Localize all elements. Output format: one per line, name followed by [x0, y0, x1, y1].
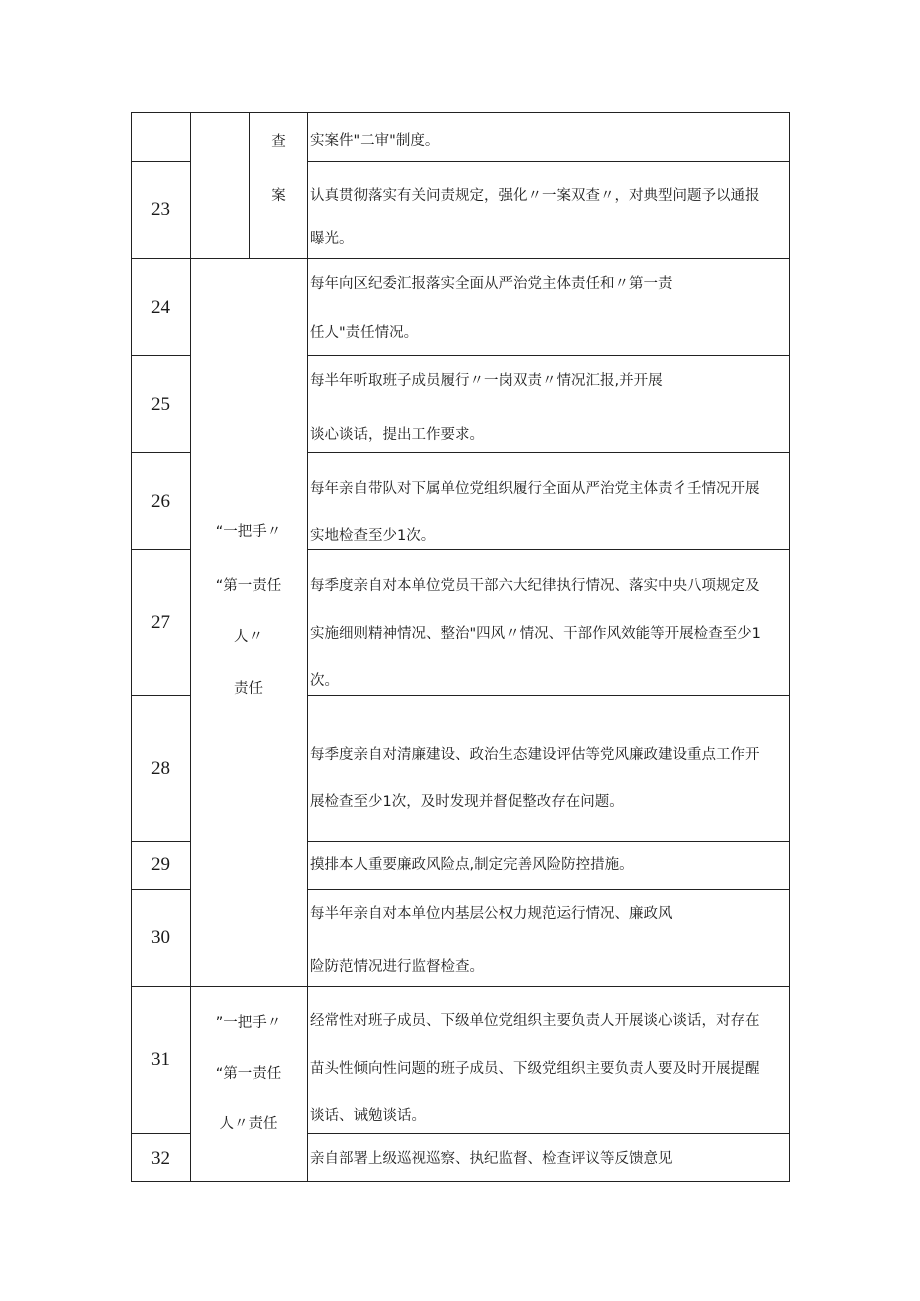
row-divider — [307, 841, 789, 842]
row-content-line: 实地检查至少1次。 — [310, 528, 436, 544]
row-divider — [307, 452, 789, 453]
row-divider — [307, 549, 789, 550]
row-divider — [307, 1133, 789, 1134]
row-number: 24 — [151, 297, 170, 318]
row-content-line: 任人"责任情况。 — [310, 325, 419, 341]
row-divider — [307, 695, 789, 696]
row-content-line: 每半年听取班子成员履行〃一岗双责〃情况汇报,并开展 — [310, 373, 663, 389]
row-number: 26 — [151, 491, 170, 512]
group1-label-line: “第一责任 — [215, 578, 282, 594]
row-divider — [131, 258, 790, 259]
table-border-right — [789, 112, 790, 1182]
row-content-line: 每半年亲自对本单位内基层公权力规范运行情况、廉政风 — [310, 906, 673, 922]
row-divider — [307, 355, 789, 356]
row-divider — [131, 355, 190, 356]
row-divider — [131, 986, 790, 987]
row-divider — [307, 889, 789, 890]
row-content-line: 苗头性倾向性问题的班子成员、下级党组织主要负责人要及时开展提醒 — [310, 1061, 760, 1077]
row-number: 29 — [151, 854, 170, 875]
row-content-line: 曝光。 — [310, 231, 354, 247]
row-content-line: 每季度亲自对清廉建设、政治生态建设评估等党风廉政建设重点工作开 — [310, 747, 760, 763]
table-border-bottom — [131, 1181, 790, 1182]
row-divider — [131, 1133, 190, 1134]
row-number: 31 — [151, 1049, 170, 1070]
row-content-line: 亲自部署上级巡视巡察、执纪监督、检查评议等反馈意见 — [310, 1151, 673, 1167]
row-number: 32 — [151, 1148, 170, 1169]
row-content-line: 实施细则精神情况、整治"四风〃情况、干部作风效能等开展检查至少1 — [310, 626, 761, 642]
table-border-left — [131, 112, 132, 1182]
row-content-line: 认真贯彻落实有关问责规定，强化〃一案双查〃，对典型问题予以通报 — [310, 188, 760, 204]
row-content-line: 险防范情况进行监督检查。 — [310, 959, 484, 975]
sub-category-an: 案 — [271, 188, 286, 204]
group2-label-line: “第一责任 — [215, 1066, 282, 1082]
row-number: 28 — [151, 758, 170, 779]
column-divider-3 — [307, 112, 308, 1182]
row-content-line: 实案件"二审"制度。 — [310, 133, 440, 149]
row-divider — [131, 695, 190, 696]
row-content-line: 每年向区纪委汇报落实全面从严治党主体责任和〃第一责 — [310, 276, 673, 292]
row-content-line: 展检查至少1次，及时发现并督促整改存在问题。 — [310, 794, 624, 810]
row-divider — [131, 452, 190, 453]
row-content-line: 摸排本人重要廉政风险点,制定完善风险防控措施。 — [310, 857, 634, 873]
group1-label-line: “一把手〃 — [215, 524, 282, 540]
row-number: 23 — [151, 199, 170, 220]
row-content-line: 谈话、诫勉谈话。 — [310, 1108, 426, 1124]
row-divider — [131, 889, 190, 890]
group2-label-line: ”一把手〃 — [215, 1015, 282, 1031]
group2-label-line: 人〃责任 — [219, 1116, 278, 1132]
row-divider — [131, 549, 190, 550]
row-number: 30 — [151, 927, 170, 948]
row-divider — [307, 161, 789, 162]
row-content-line: 谈心谈话，提出工作要求。 — [310, 427, 484, 443]
table-border-top — [131, 112, 790, 113]
row-number: 25 — [151, 394, 170, 415]
row-divider — [131, 161, 190, 162]
group1-label-line: 人〃 — [234, 629, 263, 645]
group1-label-line: 责任 — [234, 681, 263, 697]
row-content-line: 每年亲自带队对下属单位党组织履行全面从严治党主体责彳壬情况开展 — [310, 481, 760, 497]
sub-category-cha: 查 — [271, 134, 286, 150]
row-content-line: 次。 — [310, 673, 339, 689]
row-content-line: 每季度亲自对本单位党员干部六大纪律执行情况、落实中央八项规定及 — [310, 578, 760, 594]
row-divider — [131, 841, 190, 842]
row-content-line: 经常性对班子成员、下级单位党组织主要负责人开展谈心谈话，对存在 — [310, 1013, 760, 1029]
row-number: 27 — [151, 612, 170, 633]
